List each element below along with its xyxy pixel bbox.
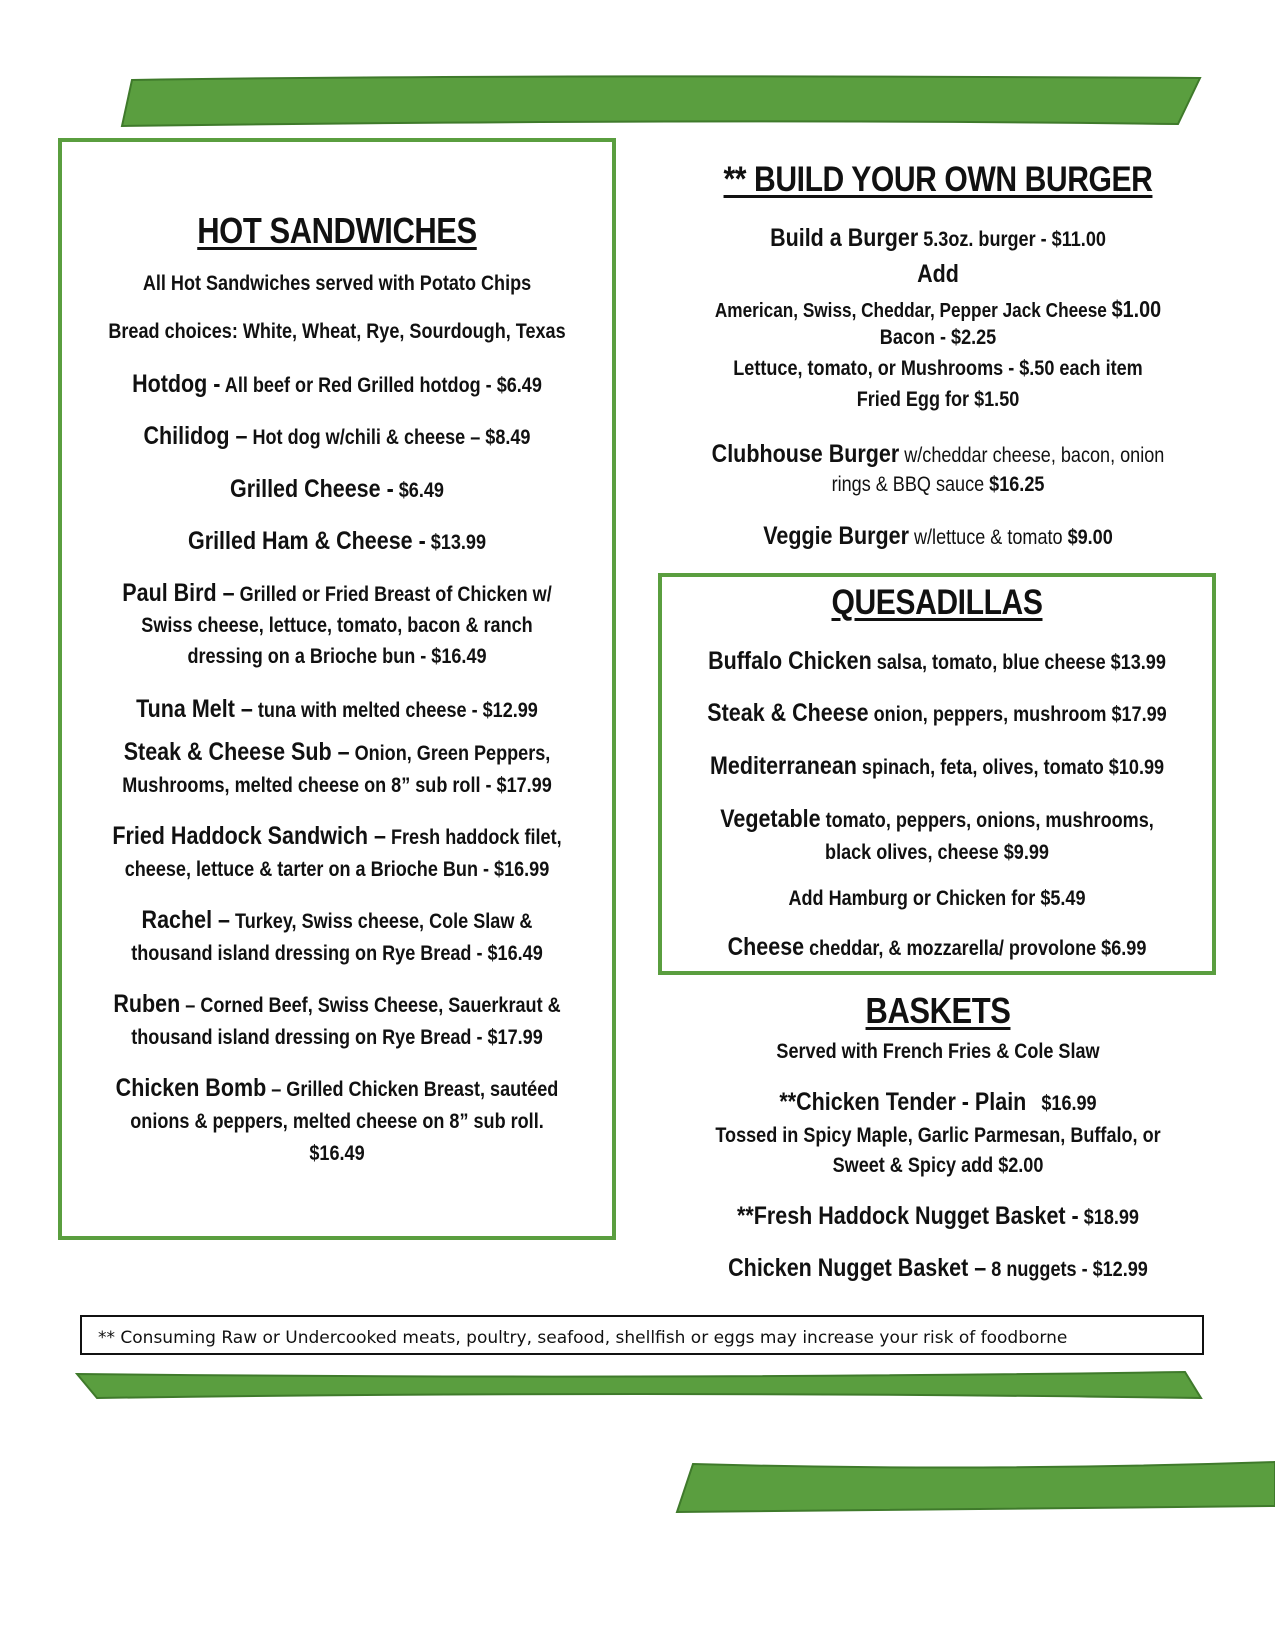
menu-item-grilled-cheese: Grilled Cheese - $6.49 [230,475,444,503]
menu-item-fried-haddock-sandwich: Fried Haddock Sandwich – Fresh haddock filet, [112,822,562,850]
menu-item-build-a-burger: Build a Burger 5.3oz. burger - $11.00 [770,224,1106,252]
top-green-stripe [120,72,1205,128]
add-bacon: Bacon - $2.25 [879,326,997,349]
menu-item-cheese-quesadilla: Cheese cheddar, & mozzarella/ provolone $6.99 [727,933,1147,961]
menu-item-clubhouse-burger: Clubhouse Burger w/cheddar cheese, bacon, onion [711,440,1165,468]
add-egg: Fried Egg for $1.50 [856,388,1020,411]
bottom-green-stripe [675,1458,1275,1514]
add-veg: Lettuce, tomato, or Mushrooms - $.50 each item [733,357,1143,380]
menu-item-rachel: Rachel – Turkey, Swiss cheese, Cole Slaw & [141,906,533,934]
baskets-served-note: Served with French Fries & Cole Slaw [776,1040,1100,1063]
chicken-bomb-line2: onions & peppers, melted cheese on 8” sub roll. [130,1110,544,1133]
clubhouse-line2: rings & BBQ sauce $16.25 [831,473,1045,496]
baskets-title: BASKETS [865,990,1011,1031]
ruben-line2: thousand island dressing on Rye Bread - $17.99 [131,1026,543,1049]
menu-item-paul-bird: Paul Bird – Grilled or Fried Breast of Chicken w/ [122,579,552,607]
menu-item-veggie-burger: Veggie Burger w/lettuce & tomato $9.00 [763,522,1113,550]
menu-item-chilidog: Chilidog – Hot dog w/chili & cheese – $8.49 [143,422,531,450]
hot-sandwiches-title: HOT SANDWICHES [197,210,477,251]
menu-item-mediterranean: Mediterranean spinach, feta, olives, tomato $10.99 [709,752,1165,780]
burger-section [660,160,1216,560]
middle-green-stripe [75,1370,1205,1402]
menu-item-ruben: Ruben – Corned Beef, Swiss Cheese, Sauerkraut & [113,990,561,1018]
bread-note: Bread choices: White, Wheat, Rye, Sourdough, Texas [108,320,566,343]
served-note: All Hot Sandwiches served with Potato Chips [142,272,532,295]
menu-item-haddock-nugget-basket: **Fresh Haddock Nugget Basket - $18.99 [737,1202,1139,1230]
menu-item-tuna-melt: Tuna Melt – tuna with melted cheese - $12.99 [136,695,538,723]
paul-bird-line3: dressing on a Brioche bun - $16.49 [187,645,487,668]
hot-sandwiches-section [58,138,616,1240]
add-heading: Add [917,260,959,288]
food-safety-disclaimer: ** Consuming Raw or Undercooked meats, poultry, seafood, shellfish or eggs may increase your risk of foodborne [80,1315,1204,1355]
menu-item-chicken-nugget-basket: Chicken Nugget Basket – 8 nuggets - $12.99 [728,1254,1148,1282]
chicken-bomb-line3: $16.49 [309,1142,365,1165]
add-cheese: American, Swiss, Cheddar, Pepper Jack Cheese $1.00 [714,296,1162,322]
burger-title: ** BUILD YOUR OWN BURGER [723,160,1153,199]
menu-item-steak-cheese-sub: Steak & Cheese Sub – Onion, Green Peppers, [123,738,551,766]
quesadillas-section [658,573,1216,975]
baskets-section [660,990,1216,1290]
quesadillas-title: QUESADILLAS [831,583,1043,622]
menu-item-steak-cheese-quesadilla: Steak & Cheese onion, peppers, mushroom $17.99 [707,699,1167,727]
haddock-sandwich-line2: cheese, lettuce & tarter on a Brioche Bun - $16.99 [124,858,550,881]
rachel-line2: thousand island dressing on Rye Bread - $16.49 [131,942,543,965]
menu-item-chicken-bomb: Chicken Bomb – Grilled Chicken Breast, sautéed [115,1074,559,1102]
menu-item-hotdog: Hotdog - All beef or Red Grilled hotdog - $6.49 [132,370,542,398]
tender-line2: Tossed in Spicy Maple, Garlic Parmesan, Buffalo, or [715,1124,1161,1147]
steak-sub-line2: Mushrooms, melted cheese on 8” sub roll - $17.99 [122,774,552,797]
vegetable-line2: black olives, cheese $9.99 [825,841,1049,864]
menu-item-chicken-tender: **Chicken Tender - Plain $16.99 [779,1088,1097,1116]
paul-bird-line2: Swiss cheese, lettuce, tomato, bacon & ranch [141,614,533,637]
tender-line3: Sweet & Spicy add $2.00 [832,1154,1044,1177]
menu-item-buffalo-chicken: Buffalo Chicken salsa, tomato, blue cheese $13.99 [708,647,1166,675]
menu-item-grilled-ham-cheese: Grilled Ham & Cheese - $13.99 [187,527,487,555]
add-protein-note: Add Hamburg or Chicken for $5.49 [788,887,1086,910]
menu-item-vegetable: Vegetable tomato, peppers, onions, mushrooms, [720,805,1154,833]
